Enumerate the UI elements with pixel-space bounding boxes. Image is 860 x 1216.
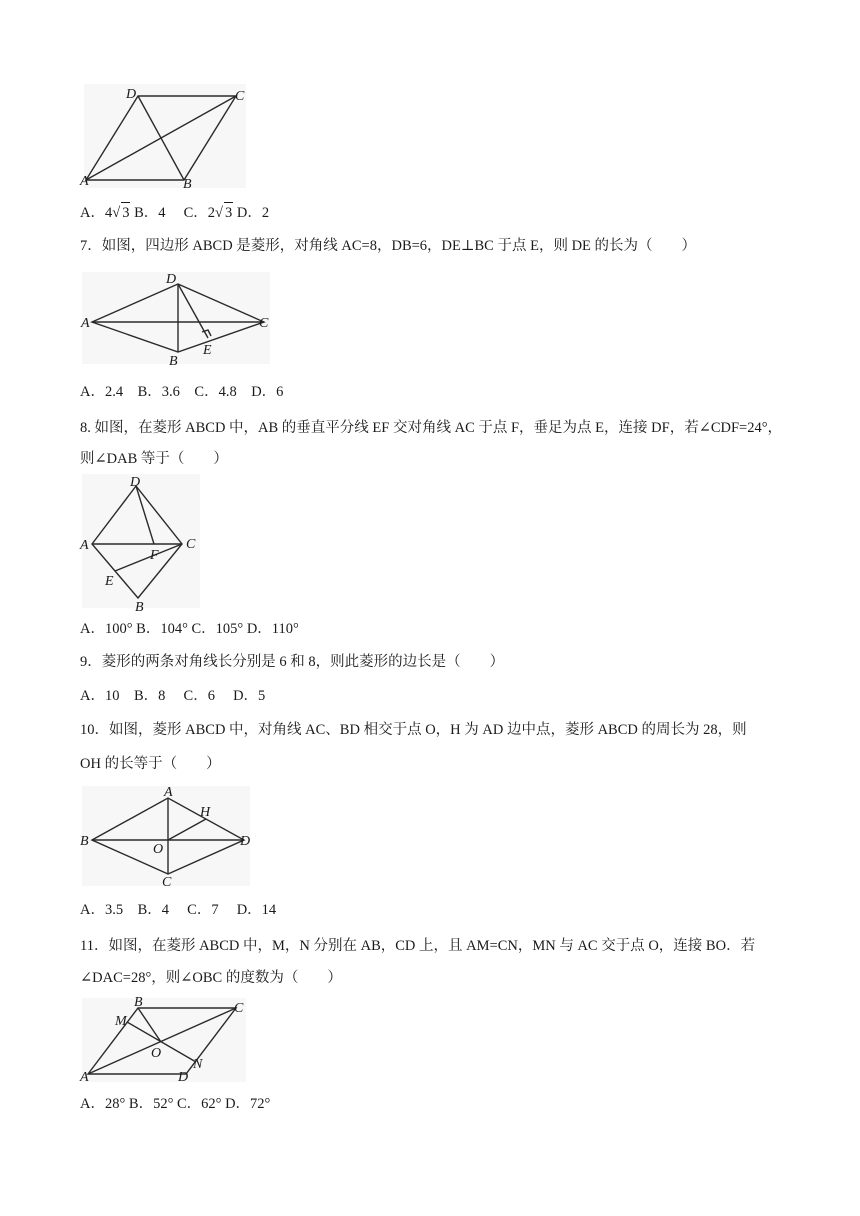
q11-text-line1: 11．如图，在菱形 ABCD 中，M，N 分别在 AB，CD 上，且 AM=CN，MN 与 AC 交于点 O，连接 BO．若 — [80, 938, 756, 954]
q11-label-m: M — [115, 1014, 127, 1029]
q11-options[interactable]: A．28° B．52° C．62° D．72° — [80, 1096, 271, 1112]
q11-label-d: D — [178, 1070, 189, 1084]
q7-options[interactable]: A．2.4 B．3.6 C．4.8 D．6 — [80, 384, 284, 400]
q8-figure — [78, 470, 208, 614]
q6-label-d: D — [126, 87, 137, 102]
q11-label-c: C — [234, 1001, 244, 1016]
q8-label-f: F — [150, 548, 159, 563]
q8-label-d: D — [130, 475, 141, 490]
q7-label-b: B — [169, 354, 178, 369]
q7-label-a: A — [81, 316, 90, 331]
q6-option-b[interactable]: B．4 — [134, 205, 166, 221]
q8-label-e: E — [105, 574, 114, 589]
q9-options[interactable]: A．10 B．8 C．6 D．5 — [80, 688, 266, 704]
q11-label-a: A — [80, 1070, 89, 1084]
q6-label-b: B — [183, 177, 192, 190]
q7-label-d: D — [166, 272, 177, 287]
q8-options[interactable]: A．100° B．104° C．105° D．110° — [80, 621, 299, 637]
q11-label-n: N — [193, 1057, 203, 1072]
q8-label-b: B — [135, 600, 144, 614]
q6-option-a[interactable]: A．4√ 3 — [80, 205, 130, 221]
q10-label-a: A — [164, 785, 173, 800]
q10-text-line2: OH 的长等于（ ） — [80, 756, 221, 772]
q11-figure — [78, 992, 250, 1084]
q8-text-line2: 则∠DAB 等于（ ） — [80, 451, 228, 467]
q10-label-o: O — [153, 842, 164, 857]
q6-figure — [78, 84, 250, 190]
q9-text: 9．菱形的两条对角线长分别是 6 和 8，则此菱形的边长是（ ） — [80, 654, 505, 670]
q7-label-e: E — [203, 343, 212, 358]
q8-label-a: A — [80, 538, 89, 553]
q10-label-d: D — [240, 834, 251, 849]
q10-label-h: H — [200, 805, 211, 820]
q11-text-line2: ∠DAC=28°，则∠OBC 的度数为（ ） — [80, 970, 342, 986]
q6-label-c: C — [235, 89, 245, 104]
q6-option-d[interactable]: D．2 — [236, 205, 270, 221]
q7-figure — [78, 270, 274, 370]
q10-figure — [78, 782, 254, 890]
q7-text: 7．如图，四边形 ABCD 是菱形，对角线 AC=8，DB=6，DE⊥BC 于点 E，则 DE 的长为（ ） — [80, 238, 697, 254]
q7-label-c: C — [259, 316, 269, 331]
q10-label-c: C — [162, 875, 172, 890]
q8-label-c: C — [186, 537, 196, 552]
q10-options[interactable]: A．3.5 B．4 C．7 D．14 — [80, 902, 277, 918]
q6-label-a: A — [80, 174, 89, 189]
q10-label-b: B — [80, 834, 89, 849]
q10-text-line1: 10．如图，菱形 ABCD 中，对角线 AC、BD 相交于点 O，H 为 AD 边中点，菱形 ABCD 的周长为 28，则 — [80, 722, 747, 738]
q8-text-line1: 8. 如图，在菱形 ABCD 中，AB 的垂直平分线 EF 交对角线 AC 于点 F，垂足为点 E，连接 DF，若∠CDF=24°， — [80, 420, 783, 436]
q11-label-b: B — [134, 995, 143, 1010]
q6-option-c[interactable]: C．2√ 3 — [184, 205, 234, 221]
q6-options — [80, 202, 269, 223]
q11-label-o: O — [151, 1046, 162, 1061]
